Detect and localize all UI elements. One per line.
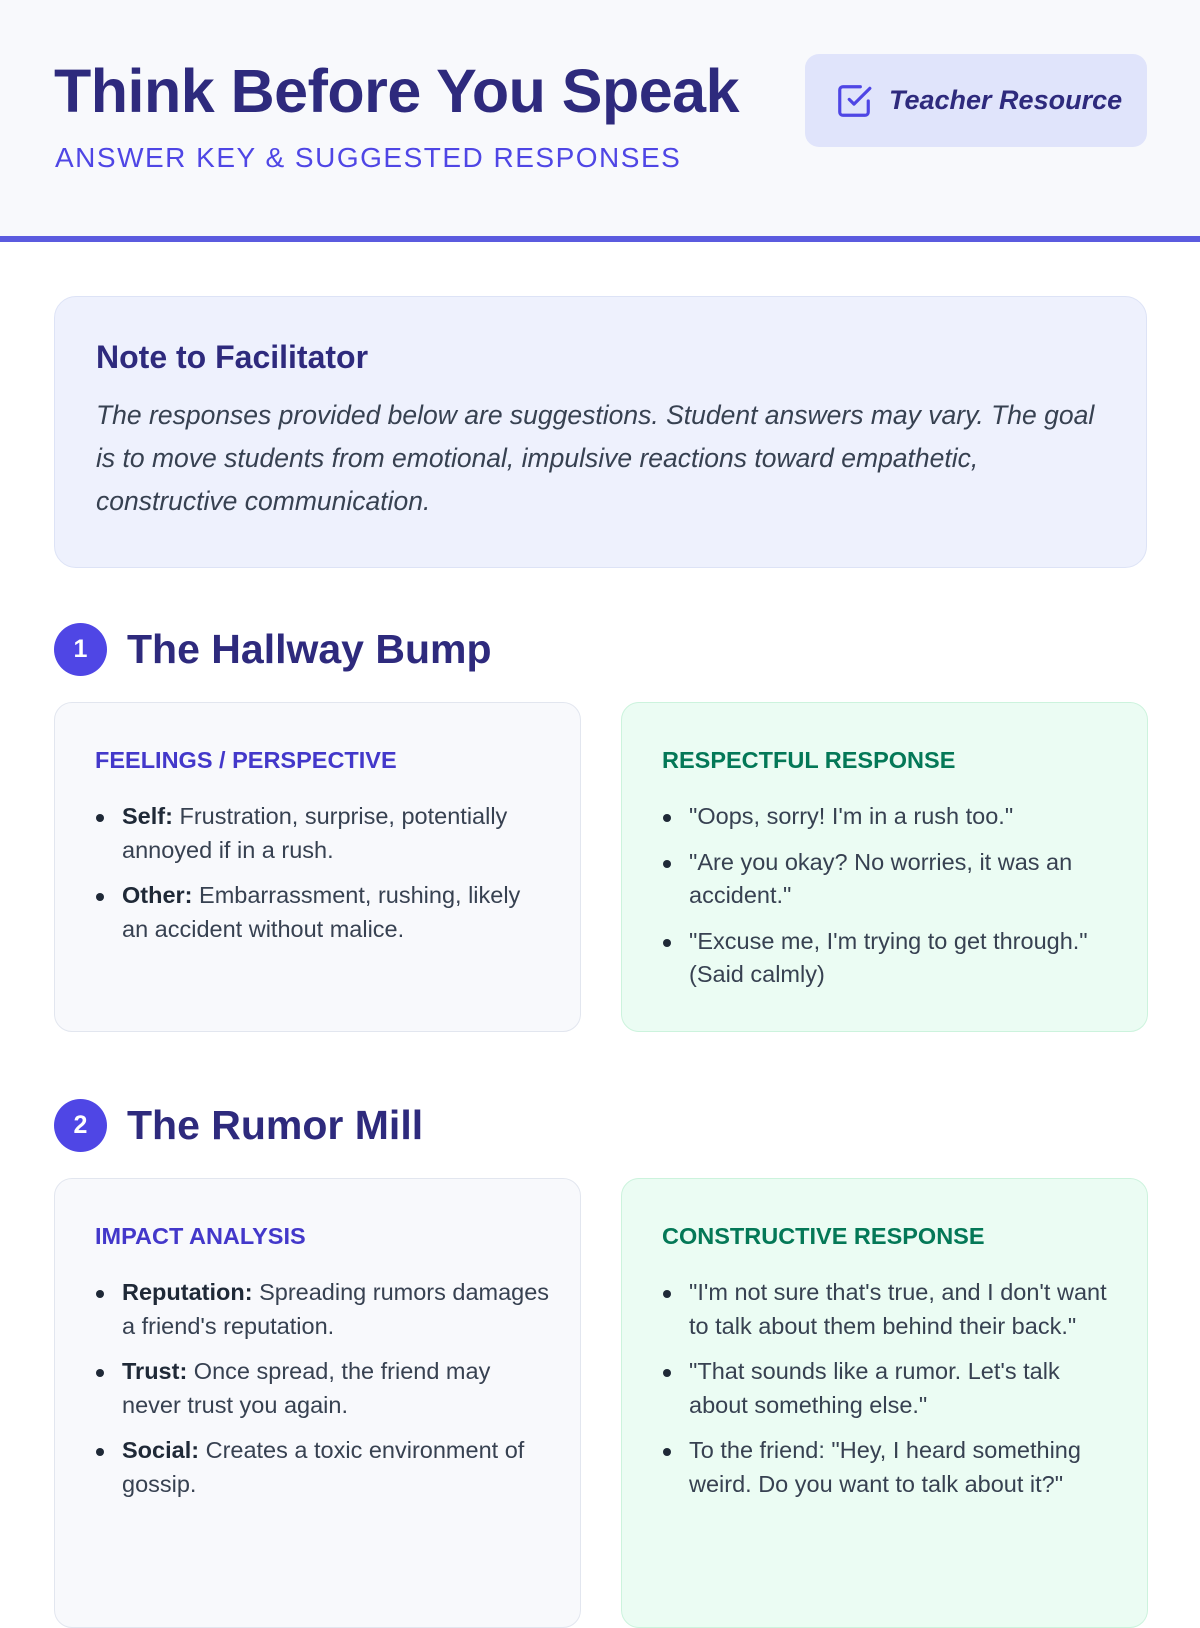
bullet-list bbox=[662, 1276, 1117, 1501]
badge-label: Teacher Resource bbox=[889, 85, 1123, 115]
card-heading: FEELINGS / PERSPECTIVE bbox=[95, 747, 397, 773]
item-text: Spreading rumors damages a friend's reputation. bbox=[122, 1279, 550, 1339]
item-text: Embarrassment, rushing, likely an accident without malice. bbox=[122, 882, 521, 942]
section-title: The Rumor Mill bbox=[127, 1101, 424, 1148]
section-header bbox=[54, 1098, 423, 1152]
item-label: Social: bbox=[122, 1437, 200, 1463]
bullet-list bbox=[95, 800, 550, 946]
feelings-perspective-card bbox=[54, 702, 581, 1032]
item-label: Reputation: bbox=[122, 1279, 253, 1305]
note-title: Note to Facilitator bbox=[96, 339, 369, 375]
section-number-badge: 1 bbox=[54, 623, 107, 676]
page-header bbox=[0, 0, 1200, 242]
list-item bbox=[95, 1276, 550, 1343]
section-header bbox=[54, 622, 492, 676]
list-item bbox=[95, 1434, 550, 1501]
impact-analysis-card bbox=[54, 1178, 581, 1628]
card-heading: IMPACT ANALYSIS bbox=[95, 1223, 306, 1249]
card-heading: RESPECTFUL RESPONSE bbox=[662, 747, 956, 773]
facilitator-note bbox=[54, 296, 1147, 568]
page-subtitle: ANSWER KEY & SUGGESTED RESPONSES bbox=[55, 142, 682, 173]
list-item bbox=[95, 879, 550, 946]
constructive-response-card bbox=[621, 1178, 1148, 1628]
list-item: "Are you okay? No worries, it was an accident." bbox=[662, 846, 1117, 913]
respectful-response-card bbox=[621, 702, 1148, 1032]
bullet-list bbox=[95, 1276, 550, 1501]
checkbox-icon bbox=[835, 82, 873, 120]
list-item: "Excuse me, I'm trying to get through." (Said calmly) bbox=[662, 925, 1117, 992]
item-text: Creates a toxic environment of gossip. bbox=[122, 1437, 525, 1497]
section-number-badge: 2 bbox=[54, 1099, 107, 1152]
bullet-list bbox=[662, 800, 1117, 992]
item-label: Trust: bbox=[122, 1358, 188, 1384]
item-label: Other: bbox=[122, 882, 193, 908]
note-text: The responses provided below are suggestions. Student answers may vary. The goal is to move students from emotional, impulsive reactions toward empathetic, constructive communication. bbox=[96, 400, 1095, 516]
section-title: The Hallway Bump bbox=[127, 625, 492, 672]
list-item: To the friend: "Hey, I heard something weird. Do you want to talk about it?" bbox=[662, 1434, 1117, 1501]
list-item bbox=[95, 800, 550, 867]
item-text: Frustration, surprise, potentially annoyed if in a rush. bbox=[122, 803, 508, 863]
page-title: Think Before You Speak bbox=[54, 57, 740, 125]
item-text: Once spread, the friend may never trust you again. bbox=[122, 1358, 491, 1418]
list-item: "That sounds like a rumor. Let's talk about something else." bbox=[662, 1355, 1117, 1422]
list-item: "I'm not sure that's true, and I don't want to talk about them behind their back." bbox=[662, 1276, 1117, 1343]
list-item bbox=[95, 1355, 550, 1422]
teacher-resource-badge bbox=[805, 54, 1147, 147]
list-item: "Oops, sorry! I'm in a rush too." bbox=[662, 800, 1117, 834]
card-heading: CONSTRUCTIVE RESPONSE bbox=[662, 1223, 985, 1249]
item-label: Self: bbox=[122, 803, 173, 829]
